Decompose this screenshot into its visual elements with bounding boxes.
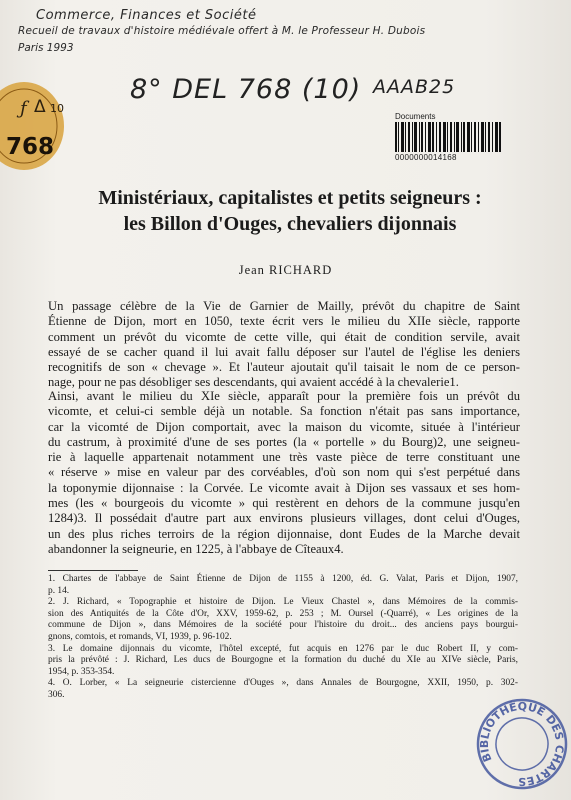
text-line: comment un prévôt du vicomte de cette ville, qui était de condition servile, avait [48,329,520,344]
handwritten-collection-note: Recueil de travaux d'histoire médiévale offert à M. le Professeur H. Dubois [18,25,426,37]
text-line: Un passage célèbre de la Vie de Garnier de Mailly, prévôt du chapitre de Saint [48,299,520,313]
stamp-index: 10 [50,102,64,115]
paragraph-1 [48,299,520,391]
text-line: abandonner la seigneurie, en 1225, à l'abbaye de Cîteaux4. [48,541,344,556]
paragraph-2 [48,389,520,557]
text-line: la toponymie dijonnaise : la Corvée. Le vicomte avait à Dijon ses vassaux et ses hom- [48,480,520,495]
barcode-number: 0000000014168 [395,153,457,162]
text-line: vicomte, et celui-ci semble déjà un notable. Sa fonction n'était pas sans importance, [48,404,520,419]
footnote-line: 4. O. Lorber, « La seigneurie cistercienne d'Ouges », dans Annales de Bourgogne, XXII, 1950, p. 302- [48,678,518,689]
handwritten-shelfmark: 8° DEL 768 (10) [130,74,362,105]
text-line: Ainsi, avant le milieu du XIe siècle, apparaît pour la première fois un prévôt du [48,389,520,403]
svg-text:ƒ: ƒ [20,98,27,119]
title-line: les Billon d'Ouges, chevaliers dijonnais [123,213,457,235]
handwritten-place-date: Paris 1993 [18,42,74,54]
footnote-2 [48,597,518,643]
footnotes [48,574,518,702]
stamp-ring-text: BIBLIOTHÈQUE DES CHARTES [477,699,567,789]
text-line: un des plus riches terroirs de la région dijonnaise, dont Eudes de la Marche devait [48,526,520,541]
footnote-line: 1. Chartes de l'abbaye de Saint Étienne de Dijon de 1155 à 1200, éd. G. Valat, Paris et Dijon, 1907, [48,574,518,584]
footnote-line: 3. Le domaine dijonnais du vicomte, l'hôtel excepté, fut acquis en 1276 par le duc Robert II, y com- [48,643,518,654]
text-line: 1284)3. Il possédait d'autre part aux environs plusieurs villages, dont celui d'Ouges, [48,511,520,526]
footnote-separator [48,570,138,571]
barcode-title: Documents [395,112,436,121]
text-line: Étienne de Dijon, mort en 1050, texte écrit vers le milieu du XIIe siècle, rapporte [48,314,520,329]
footnote-line: gnons, comtois, et romands, VI, 1939, p. 96-102. [48,631,232,642]
barcode-bars [395,122,503,152]
footnote-line: sion des Antiquités de la Côte d'Or, XXV, 1959-62, p. 253 ; M. Oursel (-Quarré), « Les origines de la [48,608,518,619]
text-line: « réserve » mise en valeur par des corvéables, d'où son nom qui s'est perpétué dans [48,465,520,480]
text-line: du castrum, à proximité d'une de ses portes (la « portelle » du Bourg)2, une seigneu- [48,434,520,449]
footnote-3 [48,644,518,679]
footnote-line: 306. [48,689,65,700]
footnote-1 [48,574,518,597]
stamp-mark: Δ [34,97,46,117]
footnote-line: 1954, p. 353-354. [48,666,115,677]
barcode-label [395,112,507,162]
text-line: car la vicomté de Dijon comportait, avec la maison du vicomte, située à l'intérieur [48,419,520,434]
handwritten-series-title: Commerce, Finances et Société [36,8,257,23]
footnote-line: p. 14. [48,585,70,596]
handwritten-code: AAAB25 [373,76,456,98]
svg-text:BIBLIOTHÈQUE DES CHARTES [472,694,571,794]
title-line: Ministériaux, capitalistes et petits seigneurs : [98,187,482,209]
stamp-number: 768 [6,134,55,160]
author-name: Jean RICHARD [238,263,333,277]
text-line: nage, pour ne pas désobliger ses descendants, qui avaient accédé à la chevalerie1. [48,375,459,390]
text-line: essayé de se cacher quand il lui avait fallu déposer sur l'autel de l'église les deniers [48,344,520,359]
text-line: recognitifs de son « chevage ». Et l'auteur ajoutait qu'il taisait le nom de ce person- [48,360,520,375]
footnote-4 [48,678,518,701]
library-stamp-top [0,78,66,170]
article-title [30,185,550,237]
footnote-line: pris la prévôté : J. Richard, Les ducs de Bourgogne et la formation du duché du XIe au XIVe siècle, Paris, [48,655,518,666]
footnote-line: 2. J. Richard, « Topographie et histoire de Dijon. Le Vieux Chastel », dans Mémoires de la commis- [48,597,518,608]
text-line: rie à laquelle appartenait notamment une très vaste pièce de terre constituant une [48,450,520,465]
library-stamp-bottom [472,694,571,794]
footnote-line: commune de Dijon », dans Mémoires de la société pour l'histoire du droit... des anciens pays bourgui- [48,620,518,631]
text-line: mes (les « bourgeois du vicomte » qui restèrent en dehors de la commune jusqu'en [48,496,520,511]
